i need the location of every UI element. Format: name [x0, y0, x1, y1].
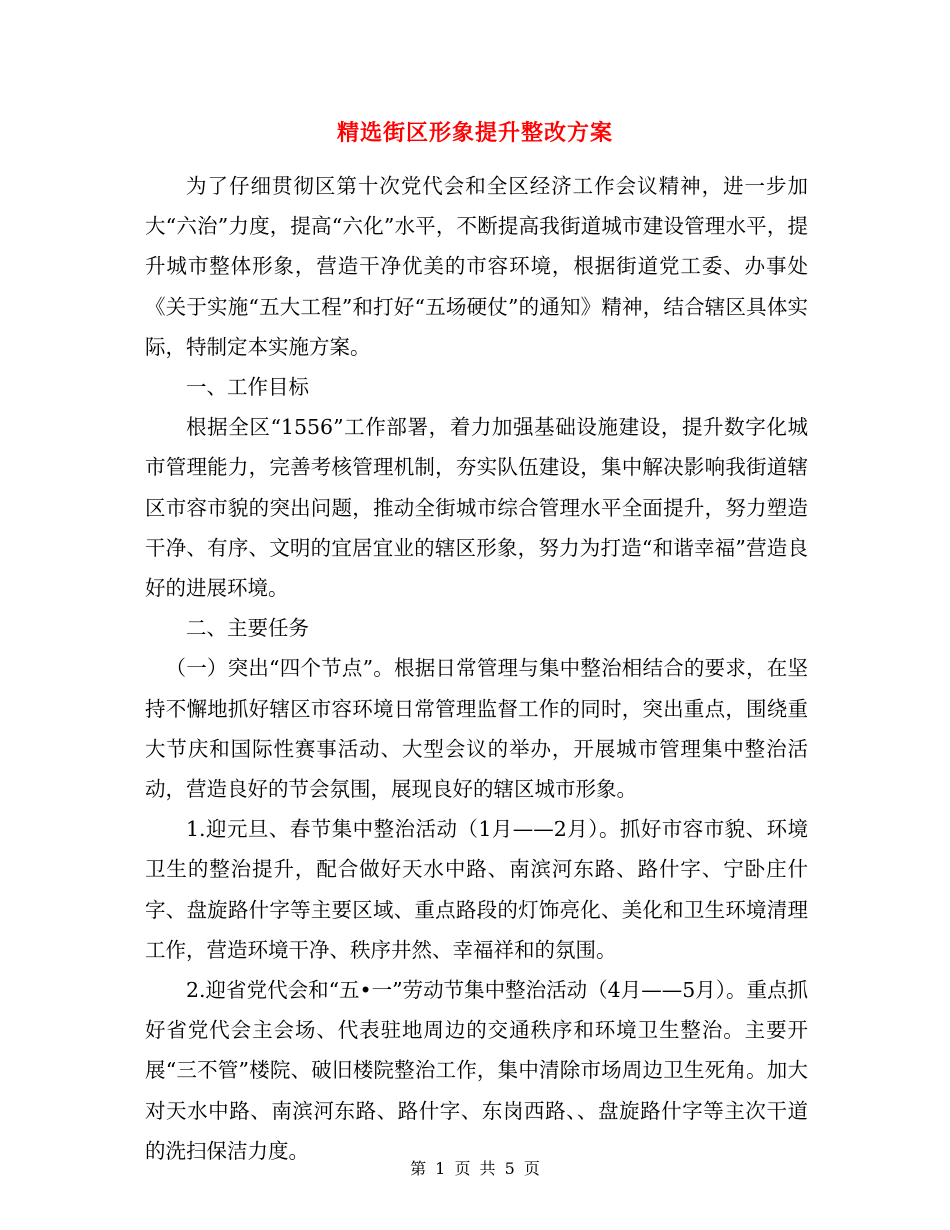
task-item-2: 2.迎省党代会和“五•一”劳动节集中整治活动（4月——5月）。重点抓好省党代会主会场、代表驻地周边的交通秩序和环境卫生整治。主要开展“三不管”楼院、破旧楼院整治工作，集中清除市场周边卫生死角。加大对天水中路、南滨河东路、路什字、东岗西路、、盘旋路什字等主次干道的洗扫保洁力度。	[145, 978, 808, 1163]
task-item-1: 1.迎元旦、春节集中整治活动（1月——2月）。抓好市容市貌、环境卫生的整治提升，配合做好天水中路、南滨河东路、路什字、宁卧庄什字、盘旋路什字等主要区域、重点路段的灯饰亮化、美化和卫生环境清理工作，营造环境干净、秩序井然、幸福祥和的氛围。	[145, 817, 808, 962]
task-one-paragraph: （一）突出“四个节点”。根据日常管理与集中整治相结合的要求，在坚持不懈地抓好辖区市容环境日常管理监督工作的同时，突出重点，围绕重大节庆和国际性赛事活动、大型会议的举办，开展城市管理集中整治活动，营造良好的节会氛围，展现良好的辖区城市形象。	[145, 656, 808, 802]
intro-paragraph: 为了仔细贯彻区第十次党代会和全区经济工作会议精神，进一步加大“六治”力度，提高“六化”水平，不断提高我街道城市建设管理水平，提升城市整体形象，营造干净优美的市容环境，根据街道党工委、办事处《关于实施“五大工程”和打好“五场硬仗”的通知》精神，结合辖区具体实际，特制定本实施方案。	[145, 174, 808, 359]
goals-paragraph: 根据全区“1556”工作部署，着力加强基础设施建设，提升数字化城市管理能力，完善考核管理机制，夯实队伍建设，集中解决影响我街道辖区市容市貌的突出问题，推动全街城市综合管理水平全面提升，努力塑造干净、有序、文明的宜居宜业的辖区形象，努力为打造“和谐幸福”营造良好的进展环境。	[145, 415, 808, 601]
section-heading-tasks: 二、主要任务	[186, 616, 309, 641]
document-body	[145, 166, 808, 1171]
section-heading-goals: 一、工作目标	[186, 375, 309, 400]
document-title: 精选街区形象提升整改方案	[336, 120, 613, 146]
page-number: 第 1 页 共 5 页	[410, 1159, 540, 1178]
